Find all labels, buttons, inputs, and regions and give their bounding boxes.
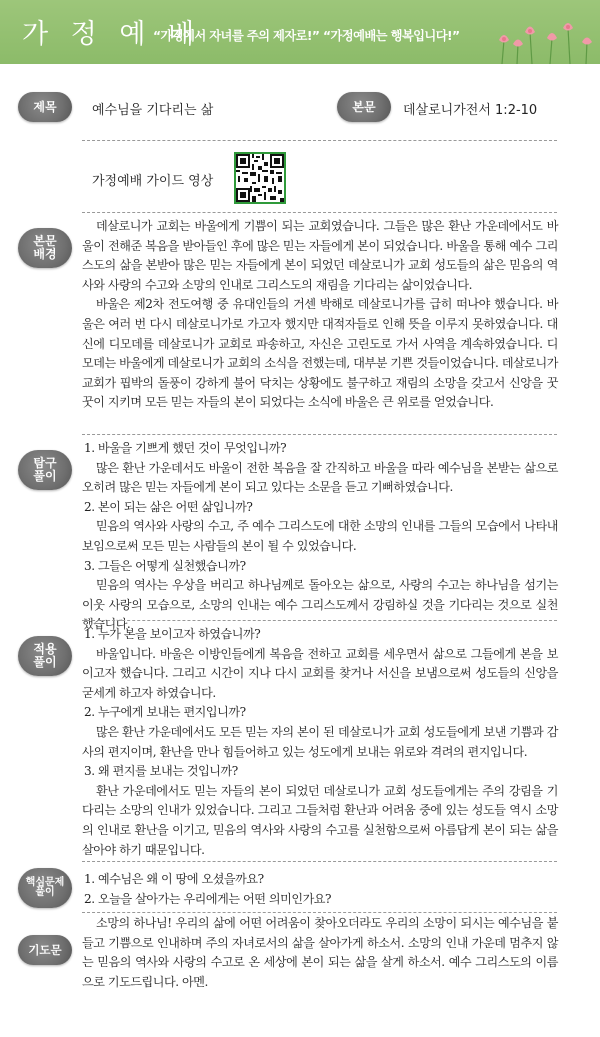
explore-answer: 믿음의 역사는 우상을 버리고 하나님께로 돌아오는 삶으로, 사랑의 수고는 하나님을 섬기는 이웃 사랑의 모습으로, 소망의 인내는 예수 그리스도께서 강림하실 것을 기다리는 것으로 실천했습니다. [82, 578, 558, 632]
header-title: 가 정 예 배 [22, 19, 202, 50]
divider [82, 912, 557, 913]
background-badge: 본문 배경 [18, 228, 72, 268]
core-badge: 핵심문제 풀이 [18, 868, 72, 908]
apply-section [82, 625, 558, 860]
title-badge: 제목 [18, 92, 72, 122]
explore-question: 3. 그들은 어떻게 실천했습니까? [84, 558, 246, 573]
explore-section [82, 439, 558, 635]
explore-answer: 믿음의 역사와 사랑의 수고, 주 예수 그리스도에 대한 소망의 인내를 그들의 모습에서 나타내 보임으로써 모든 믿는 사람들의 본이 될 수 있었습니다. [82, 519, 558, 553]
passage-badge: 본문 [337, 92, 391, 122]
divider [82, 620, 557, 621]
header-slogan: “가정에서 자녀를 주의 제자로!” “가정예배는 행복입니다!” [153, 29, 460, 43]
core-question: 2. 오늘을 살아가는 우리에게는 어떤 의미인가요? [84, 891, 332, 906]
divider [82, 140, 557, 141]
prayer-section [82, 914, 558, 992]
prayer-text: 소망의 하나님! 우리의 삶에 어떤 어려움이 찾아오더라도 우리의 소망이 되시는 예수님을 붙들고 기쁨으로 인내하며 주의 자녀로서의 삶을 살아가게 하소서. 소망의 인내 가운데 멈추지 않는 믿음의 역사와 사랑의 수고로 온 세상에 본이 되는 삶을 살게 하소서. 예수 그리스도의 이름으로 기도드립니다. 아멘. [82, 916, 558, 989]
divider [82, 861, 557, 862]
apply-badge: 적용 풀이 [18, 636, 72, 676]
apply-answer: 바울입니다. 바울은 이방인들에게 복음을 전하고 교회를 세우면서 삶으로 그들에게 본을 보이고자 했습니다. 그리고 시간이 지나 다시 교회를 찾거나 서신을 보냄으로써 성도들의 신앙을 굳세게 하고자 하였습니다. [82, 646, 558, 700]
prayer-badge: 기도문 [18, 935, 72, 965]
core-section [82, 870, 558, 909]
qr-code-icon[interactable] [234, 152, 286, 204]
background-paragraph: 데살로니가 교회는 바울에게 기쁨이 되는 교회였습니다. 그들은 많은 환난 가운데에서도 바울이 전해준 복음을 받아들인 후에 많은 믿는 자들에게 본이 되었습니다. 바울을 통해 예수 그리스도의 삶을 본받아 많은 믿는 자들에게 본이 되었던 데살로니가 교회 성도들의 삶은 믿음의 역사와 사랑의 수고와 소망의 인내로 그리스도의 재림을 기다리는 삶이었습니다. [82, 219, 558, 292]
explore-question: 2. 본이 되는 삶은 어떤 삶입니까? [84, 499, 253, 514]
apply-question: 3. 왜 편지를 보내는 것입니까? [84, 764, 238, 779]
explore-question: 1. 바울을 기쁘게 했던 것이 무엇입니까? [84, 441, 287, 455]
sermon-title: 예수님을 기다리는 삶 [92, 103, 214, 118]
apply-answer: 많은 환난 가운데에서도 모든 믿는 자의 본이 된 데살로니가 교회 성도들에게 보낸 기쁨과 감사의 편지이며, 환난을 만나 힘들어하고 있는 성도에게 보내는 위로와 격려의 편지입니다. [82, 724, 558, 759]
tulip-flowers-icon [492, 18, 596, 64]
header-banner [0, 0, 600, 64]
passage-reference: 데살로니가전서 1:2-10 [403, 103, 538, 118]
divider [82, 212, 557, 213]
apply-question: 2. 누구에게 보내는 편지입니까? [84, 705, 246, 720]
divider [82, 434, 557, 435]
apply-answer: 환난 가운데에서도 믿는 자들의 본이 되었던 데살로니가 교회 성도들에게는 주의 강림을 기다리는 소망의 인내가 있었습니다. 그리고 그들처럼 환난과 어려움 중에 있는 성도들 역시 소망의 인내로 환난을 이기고, 믿음의 역사와 사랑의 수고를 실천함으로써 아름답게 본이 되는 삶을 살아야 하기 때문입니다. [82, 783, 558, 857]
apply-question: 1. 누가 본을 보이고자 하였습니까? [84, 627, 261, 641]
background-paragraph: 바울은 제2차 전도여행 중 유대인들의 거센 박해로 데살로니가를 급히 떠나야 했습니다. 바울은 여러 번 다시 데살로니가로 가고자 했지만 대적자들로 인해 뜻을 이루지 못하였습니다. 대신에 디모데를 데살로니가 교회로 파송하고, 자신은 고린도로 가서 사역을 계속하였습니다. 디모데는 바울에게 데살로니가 교회의 소식을 전했는데, 대부분 기쁜 것들이었습니다. 데살로니가 교회가 핍박의 돌풍이 강하게 불어 닥치는 상황에도 불구하고 재림의 소망을 갖고서 신앙을 꿋꿋이 지키며 모든 믿는 자들의 본이 되었다는 소식에 바울은 큰 위로를 얻었습니다. [82, 297, 558, 410]
core-question: 1. 예수님은 왜 이 땅에 오셨을까요? [84, 872, 264, 886]
background-section [82, 217, 558, 413]
explore-badge: 탐구 풀이 [18, 450, 72, 490]
guide-video-label: 가정예배 가이드 영상 [92, 174, 214, 189]
explore-answer: 많은 환난 가운데서도 바울이 전한 복음을 잘 간직하고 바울을 따라 예수님을 본받는 삶으로 오히려 많은 믿는 자들에게 본이 되고 있다는 소문을 듣고 기뻐하였습니다. [82, 460, 558, 495]
